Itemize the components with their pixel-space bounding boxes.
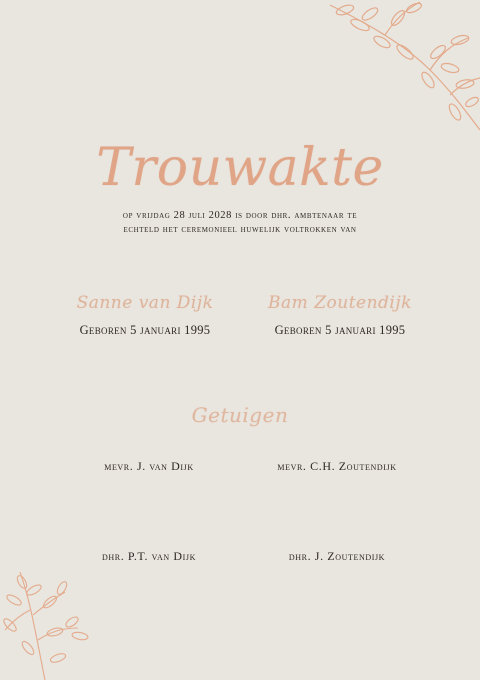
witness-name: mevr. C.H. Zoutendijk (277, 459, 397, 473)
witnesses-heading: Getuigen (191, 403, 289, 427)
partner-1 (55, 290, 235, 338)
partner-name: Sanne van Dijk (76, 293, 214, 313)
intro-line: op vrijdag 28 juli 2028 is door dhr. ambtenaar te (122, 210, 358, 221)
witness-name: dhr. P.T. van Dijk (102, 549, 196, 563)
page-title: Trouwakte (96, 137, 384, 198)
partner-birthdate: Geboren 5 januari 1995 (274, 323, 406, 337)
leaf-branch-icon (0, 570, 110, 680)
leaf-branch-icon (310, 0, 480, 135)
partner-name: Bam Zoutendijk (268, 293, 412, 313)
witness-name: dhr. J. Zoutendijk (288, 549, 386, 563)
witness-name: mevr. J. van Dijk (104, 459, 194, 473)
partner-birthdate: Geboren 5 januari 1995 (79, 323, 211, 337)
intro-text (60, 209, 420, 237)
intro-line: echteld het ceremonieel huwelijk voltrokken van (123, 224, 357, 235)
partner-2 (250, 290, 430, 338)
